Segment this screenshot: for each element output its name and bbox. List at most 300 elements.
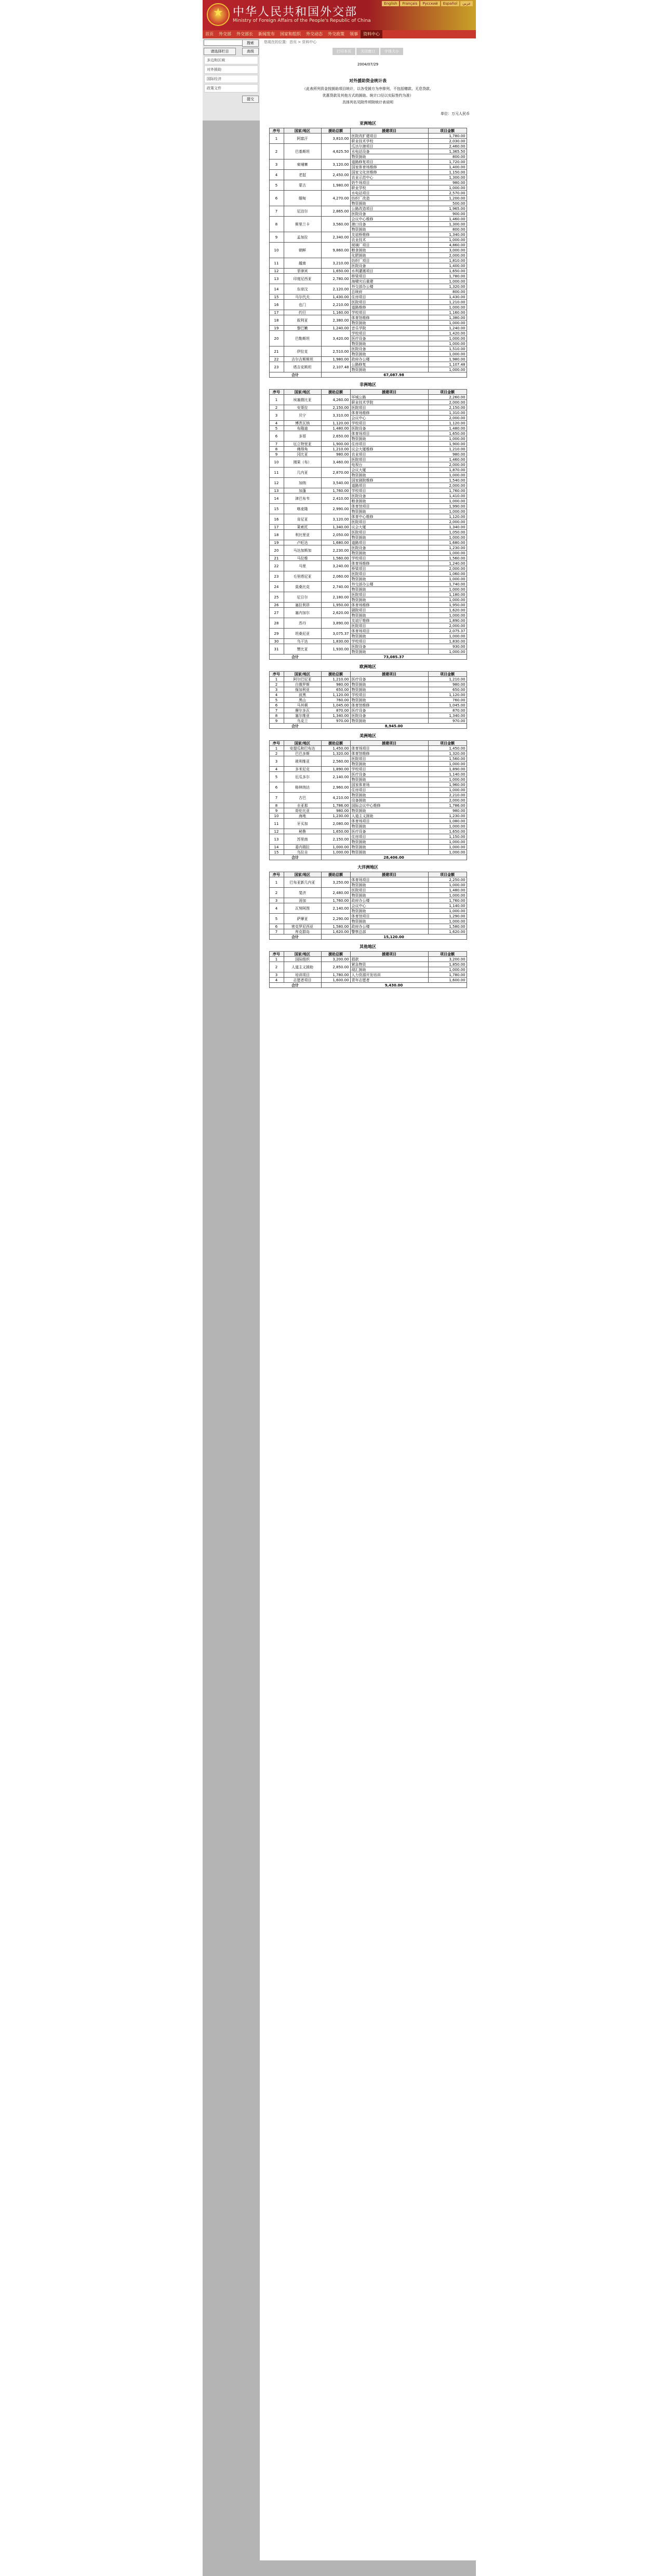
project-name: 会议中心	[350, 903, 428, 909]
project-name: 友谊桥维修	[350, 232, 428, 237]
project-name: 体育场项目	[350, 819, 428, 824]
country-name: 冈比亚	[284, 452, 321, 457]
row-number: 2	[269, 144, 284, 159]
project-amount: 1,210.00	[428, 677, 467, 682]
project-name: 医疗设备	[350, 336, 428, 341]
row-number: 1	[269, 677, 284, 682]
project-amount: 2,000.00	[428, 462, 467, 468]
country-name: 阿尔巴尼亚	[284, 677, 321, 682]
table-row	[269, 898, 467, 903]
project-name: 学校项目	[350, 767, 428, 772]
project-amount: 1,830.00	[428, 639, 467, 644]
aid-total: 2,560.00	[321, 756, 350, 767]
country-name: 朝鲜	[284, 243, 321, 258]
project-name: 体育馆项目	[350, 504, 428, 509]
row-number: 10	[269, 243, 284, 258]
nav-item[interactable]: 领事	[350, 32, 358, 36]
row-number: 16	[269, 514, 284, 525]
aid-total: 1,210.00	[321, 447, 350, 452]
region-title: 亚洲地区	[360, 121, 376, 126]
language-link[interactable]: عربي	[460, 1, 473, 6]
table-row	[269, 957, 467, 962]
column-header: 序号	[269, 672, 284, 677]
project-amount: 3,200.00	[428, 957, 467, 962]
document-heading: 对外援助资金统计表	[349, 78, 387, 83]
column-header: 援助总额	[321, 952, 350, 957]
project-amount: 1,400.00	[428, 263, 467, 269]
row-number: 17	[269, 310, 284, 315]
project-name: 纺织厂项目	[350, 258, 428, 263]
nav-item[interactable]: 外交部	[219, 32, 231, 36]
row-number: 6	[269, 431, 284, 442]
country-name: 印度尼西亚	[284, 274, 321, 284]
project-amount: 2,075.37	[428, 629, 467, 634]
country-name: 几内亚	[284, 468, 321, 478]
project-name: 医院项目	[350, 300, 428, 305]
project-amount: 1,560.00	[428, 556, 467, 561]
row-number: 15	[269, 850, 284, 855]
project-name: 医疗设备	[350, 772, 428, 777]
table-row	[269, 698, 467, 703]
country-name: 斯里兰卡	[284, 217, 321, 232]
aid-total: 3,810.00	[321, 134, 350, 144]
project-name: 学校项目	[350, 310, 428, 315]
project-name: 设备援助	[350, 798, 428, 803]
project-amount: 1,000.00	[428, 824, 467, 829]
project-name: 剧院项目	[350, 608, 428, 613]
country-name: 塞内加尔	[284, 608, 321, 618]
table-row	[269, 362, 467, 367]
country-name: 卢旺达	[284, 540, 321, 545]
aid-total: 1,650.00	[321, 269, 350, 274]
total-value: 8,945.00	[321, 724, 467, 729]
project-amount: 1,230.00	[428, 545, 467, 551]
country-name: 波黑	[284, 692, 321, 698]
country-name: 布隆迪	[284, 426, 321, 431]
row-number: 14	[269, 284, 284, 295]
aid-total: 1,650.00	[321, 829, 350, 834]
sidebar	[203, 38, 260, 2576]
project-name: 警察总部	[350, 929, 428, 935]
country-name: 安提瓜和巴布达	[284, 746, 321, 751]
project-name: 医院设备	[350, 713, 428, 718]
search-input[interactable]	[204, 39, 243, 46]
table-row	[269, 682, 467, 687]
project-name: 桥梁项目	[350, 566, 428, 571]
table-row	[269, 618, 467, 623]
project-amount: 1,450.00	[428, 746, 467, 751]
project-amount: 2,210.00	[428, 793, 467, 798]
table-row	[269, 772, 467, 777]
column-header: 援助总额	[321, 390, 350, 395]
region-section	[264, 121, 472, 378]
project-name: 粮食援助	[350, 499, 428, 504]
nav-item[interactable]: 首页	[205, 32, 214, 36]
row-number: 7	[269, 929, 284, 935]
aid-total: 1,320.00	[321, 751, 350, 756]
project-amount: 2,000.00	[428, 519, 467, 525]
aid-total: 1,160.00	[321, 310, 350, 315]
row-number: 7	[269, 793, 284, 803]
project-name: 水利灌溉项目	[350, 269, 428, 274]
row-number: 1	[269, 134, 284, 144]
aid-total: 1,786.00	[321, 803, 350, 808]
total-label: 合计	[269, 983, 321, 988]
project-name: 物资援助	[350, 893, 428, 898]
project-amount: 1,000.00	[428, 305, 467, 310]
project-amount: 650.00	[428, 687, 467, 692]
project-name: 学校项目	[350, 639, 428, 644]
language-link[interactable]: Русский	[420, 1, 440, 6]
project-amount: 1,980.00	[428, 357, 467, 362]
project-name: 会议大厦	[350, 468, 428, 473]
project-name: 住房项目	[350, 442, 428, 447]
column-header: 援建项目	[350, 741, 428, 746]
table-row	[269, 850, 467, 855]
column-header: 援助总额	[321, 672, 350, 677]
table-row	[269, 603, 467, 608]
column-header: 序号	[269, 952, 284, 957]
project-name: 体育场项目	[350, 629, 428, 634]
table-row	[269, 300, 467, 305]
nav-item[interactable]: 外交部长	[236, 32, 253, 36]
country-name: 塞拉利昂	[284, 603, 321, 608]
table-row	[269, 405, 467, 410]
project-name: 医院设备	[350, 644, 428, 649]
aid-total: 3,890.00	[321, 618, 350, 629]
aid-total: 1,450.00	[321, 746, 350, 751]
project-amount: 1,000.00	[428, 777, 467, 782]
project-name: 农业技术	[350, 237, 428, 243]
intro-line: 具体列名见附件所附统计表说明	[342, 100, 393, 104]
table-row	[269, 767, 467, 772]
row-number: 1	[269, 395, 284, 405]
table-row	[269, 592, 467, 597]
project-amount: 1,720.00	[428, 159, 467, 165]
project-amount: 1,740.00	[428, 582, 467, 587]
row-number: 19	[269, 540, 284, 545]
project-amount: 1,850.00	[428, 962, 467, 967]
row-number: 24	[269, 582, 284, 592]
row-number: 21	[269, 556, 284, 561]
project-name: 外交部办公楼	[350, 582, 428, 587]
project-amount: 1,580.00	[428, 924, 467, 929]
row-number: 9	[269, 718, 284, 724]
total-row	[269, 935, 467, 940]
project-name: 青年志愿者	[350, 978, 428, 983]
table-row	[269, 326, 467, 331]
country-name: 乌克兰	[284, 718, 321, 724]
aid-total: 870.00	[321, 708, 350, 713]
project-amount: 1,000.00	[428, 883, 467, 888]
aid-total: 2,410.00	[321, 493, 350, 504]
project-name: 体育馆维修	[350, 751, 428, 756]
country-name: 多米尼克	[284, 767, 321, 772]
country-name: 保加利亚	[284, 687, 321, 692]
project-amount: 1,870.00	[428, 468, 467, 473]
unit-note: 单位：万元人民币	[441, 112, 470, 116]
aid-total: 3,560.00	[321, 217, 350, 232]
sidebar-link[interactable]: 政策文件	[204, 84, 258, 92]
table-row	[269, 819, 467, 824]
table-row	[269, 346, 467, 352]
aid-total: 1,680.00	[321, 540, 350, 545]
country-name: 津巴布韦	[284, 493, 321, 504]
aid-total: 1,760.00	[321, 898, 350, 903]
project-amount: 1,480.00	[428, 888, 467, 893]
country-name: 尼日尔	[284, 592, 321, 603]
table-row	[269, 877, 467, 883]
table-row	[269, 571, 467, 577]
project-amount: 2,460.00	[428, 144, 467, 149]
country-name: 国际组织	[284, 957, 321, 962]
total-value: 67,087.98	[321, 372, 467, 378]
total-label: 合计	[269, 372, 321, 378]
nav-item[interactable]: 新闻发布	[258, 32, 275, 36]
table-row	[269, 703, 467, 708]
project-amount: 1,310.00	[428, 410, 467, 416]
project-amount: 1,240.00	[428, 326, 467, 331]
total-label: 合计	[269, 935, 321, 940]
region-title: 欧洲地区	[360, 664, 376, 669]
language-link[interactable]: English	[382, 1, 399, 6]
aid-total: 3,420.00	[321, 331, 350, 346]
row-number: 7	[269, 708, 284, 713]
region-section	[264, 382, 472, 660]
nav-item[interactable]: 外交政策	[328, 32, 344, 36]
intro-line: 优惠贷款及其他方式的援助。统计口径以实际签约为准）	[322, 94, 414, 98]
aid-table	[269, 951, 467, 988]
aid-total: 2,290.00	[321, 914, 350, 924]
language-links	[381, 1, 473, 6]
aid-total: 1,580.00	[321, 924, 350, 929]
row-number: 30	[269, 639, 284, 644]
table-row	[269, 914, 467, 919]
country-name: 吉尔吉斯斯坦	[284, 357, 321, 362]
row-number: 18	[269, 315, 284, 326]
project-amount: 1,320.00	[428, 284, 467, 289]
column-header: 项目金额	[428, 672, 467, 677]
project-amount: 1,000.00	[428, 535, 467, 540]
search-button[interactable]: 搜索	[242, 39, 259, 47]
aid-total: 1,930.00	[321, 644, 350, 655]
table-row	[269, 452, 467, 457]
country-name: 厄瓜多尔	[284, 772, 321, 782]
country-name: 库克群岛	[284, 929, 321, 935]
project-name: 农业项目	[350, 452, 428, 457]
country-name: 佛得角	[284, 447, 321, 452]
project-amount: 1,990.00	[428, 504, 467, 509]
project-name: 住房项目	[350, 295, 428, 300]
project-amount: 1,650.00	[428, 829, 467, 834]
project-amount: 1,230.00	[428, 813, 467, 819]
nav-item[interactable]: 资料中心	[361, 30, 382, 38]
country-name: 贝宁	[284, 410, 321, 421]
aid-total: 1,980.00	[321, 357, 350, 362]
table-row	[269, 677, 467, 682]
project-name: 瓜达尔港项目	[350, 144, 428, 149]
aid-total: 4,625.50	[321, 144, 350, 159]
project-amount: 1,965.00	[428, 206, 467, 211]
project-name: 物资援助	[350, 634, 428, 639]
project-amount: 1,365.50	[428, 149, 467, 154]
country-name: 东帝汶	[284, 284, 321, 295]
table-row	[269, 468, 467, 473]
project-amount: 980.00	[428, 180, 467, 185]
project-name: 音乐学院	[350, 326, 428, 331]
section-select[interactable]: 请选择栏目	[204, 48, 236, 55]
project-name: 国家剧院维修	[350, 478, 428, 483]
country-name: 海地	[284, 813, 321, 819]
project-name: 物资援助	[350, 154, 428, 159]
project-name: 医院项目	[350, 519, 428, 525]
aid-total: 1,900.00	[321, 442, 350, 447]
footer-bar	[203, 2560, 476, 2576]
project-name: 物资援助	[350, 352, 428, 357]
table-row	[269, 243, 467, 248]
country-name: 格林纳达	[284, 782, 321, 793]
row-number: 28	[269, 618, 284, 629]
row-number: 22	[269, 561, 284, 571]
table-header-row	[269, 741, 467, 746]
table-header-row	[269, 390, 467, 395]
row-number: 13	[269, 488, 284, 493]
project-name: 水电站项目	[350, 191, 428, 196]
project-amount: 1,107.48	[428, 362, 467, 367]
aid-total: 1,045.00	[321, 703, 350, 708]
table-row	[269, 525, 467, 530]
aid-total: 2,850.00	[321, 962, 350, 972]
table-row	[269, 493, 467, 499]
language-link[interactable]: Español	[441, 1, 459, 6]
toolbar-button[interactable]: 字体大小	[380, 48, 403, 55]
document-intro	[264, 86, 472, 106]
column-header: 援助总额	[321, 741, 350, 746]
project-name: 体育场维修	[350, 561, 428, 566]
total-value: 15,120.00	[321, 935, 467, 940]
country-name: 菲律宾	[284, 269, 321, 274]
table-row	[269, 929, 467, 935]
table-row	[269, 295, 467, 300]
total-value: 9,430.00	[321, 983, 467, 988]
column-header: 序号	[269, 128, 284, 134]
project-amount: 1,000.00	[428, 850, 467, 855]
country-name: 苏丹	[284, 618, 321, 629]
project-name: 医院设备	[350, 426, 428, 431]
table-row	[269, 924, 467, 929]
project-name: 国家文化宫维修	[350, 170, 428, 175]
project-name: 物资援助	[350, 551, 428, 556]
country-name: 巴勒斯坦	[284, 331, 321, 346]
table-row	[269, 232, 467, 237]
project-amount: 1,890.00	[428, 767, 467, 772]
project-amount: 1,480.00	[428, 426, 467, 431]
aid-total: 970.00	[321, 718, 350, 724]
country-name: 马其顿	[284, 703, 321, 708]
table-row	[269, 442, 467, 447]
project-name: 物资援助	[350, 909, 428, 914]
aid-total: 1,620.00	[321, 929, 350, 935]
table-row	[269, 782, 467, 788]
toolbar-button[interactable]: 打印本页	[332, 48, 355, 55]
nav-item[interactable]: 国家和组织	[280, 32, 301, 36]
nav-item[interactable]: 外交动态	[306, 32, 323, 36]
project-amount: 2,150.00	[428, 405, 467, 410]
column-header: 项目金额	[428, 390, 467, 395]
row-number: 15	[269, 504, 284, 514]
search-panel	[203, 38, 260, 121]
project-name: 物资援助	[350, 577, 428, 582]
country-name: 斐济	[284, 888, 321, 898]
project-amount: 1,900.00	[428, 442, 467, 447]
project-name: 医院设备	[350, 346, 428, 352]
project-name: 物资援助	[350, 808, 428, 813]
site-subtitle: Ministry of Foreign Affairs of the People's Republic of China	[233, 18, 371, 23]
aid-total: 3,460.00	[321, 457, 350, 468]
row-number: 5	[269, 180, 284, 191]
country-name: 毛里塔尼亚	[284, 571, 321, 582]
sidebar-link[interactable]: 多边和区域	[204, 56, 258, 64]
sidebar-link[interactable]: 国际经济	[204, 75, 258, 83]
project-amount: 1,810.00	[428, 258, 467, 263]
project-name: 物资援助	[350, 850, 428, 855]
sidebar-link[interactable]: 对外援助	[204, 65, 258, 74]
table-row	[269, 629, 467, 634]
country-name: 古巴	[284, 793, 321, 803]
country-name: 萨摩亚	[284, 914, 321, 924]
project-amount: 1,760.00	[428, 898, 467, 903]
project-amount: 1,410.00	[428, 493, 467, 499]
table-row	[269, 310, 467, 315]
project-amount: 1,000.00	[428, 352, 467, 357]
country-name: 莫桑比克	[284, 582, 321, 592]
country-name: 志愿者项目	[284, 978, 321, 983]
table-row	[269, 357, 467, 362]
project-amount: 1,620.00	[428, 608, 467, 613]
project-amount: 1,240.00	[428, 561, 467, 566]
row-number: 6	[269, 782, 284, 793]
table-row	[269, 845, 467, 850]
project-amount: 1,000.00	[428, 185, 467, 191]
row-number: 3	[269, 410, 284, 421]
country-name: 黑山	[284, 698, 321, 703]
column-header: 项目金额	[428, 128, 467, 134]
advanced-search-button[interactable]: 高级	[242, 48, 259, 55]
language-link[interactable]: Français	[400, 1, 419, 6]
project-amount: 2,030.00	[428, 139, 467, 144]
project-name: 医院项目	[350, 405, 428, 410]
column-header: 国家/地区	[284, 872, 321, 877]
submit-button[interactable]: 提交	[242, 96, 259, 103]
project-amount: 1,460.00	[428, 217, 467, 222]
project-amount: 1,000.00	[428, 436, 467, 442]
country-name: 博茨瓦纳	[284, 421, 321, 426]
project-name: 体育场项目	[350, 877, 428, 883]
country-name: 乌拉圭	[284, 850, 321, 855]
project-name: 医院项目	[350, 530, 428, 535]
row-number: 13	[269, 274, 284, 284]
row-number: 4	[269, 692, 284, 698]
project-name: 医疗设备	[350, 708, 428, 713]
table-row	[269, 457, 467, 462]
row-number: 8	[269, 447, 284, 452]
toolbar-button[interactable]: 关闭窗口	[356, 48, 379, 55]
total-value: 73,085.37	[321, 655, 467, 660]
table-row	[269, 978, 467, 983]
country-name: 秘鲁	[284, 829, 321, 834]
table-row	[269, 206, 467, 211]
main-content	[264, 38, 472, 2576]
